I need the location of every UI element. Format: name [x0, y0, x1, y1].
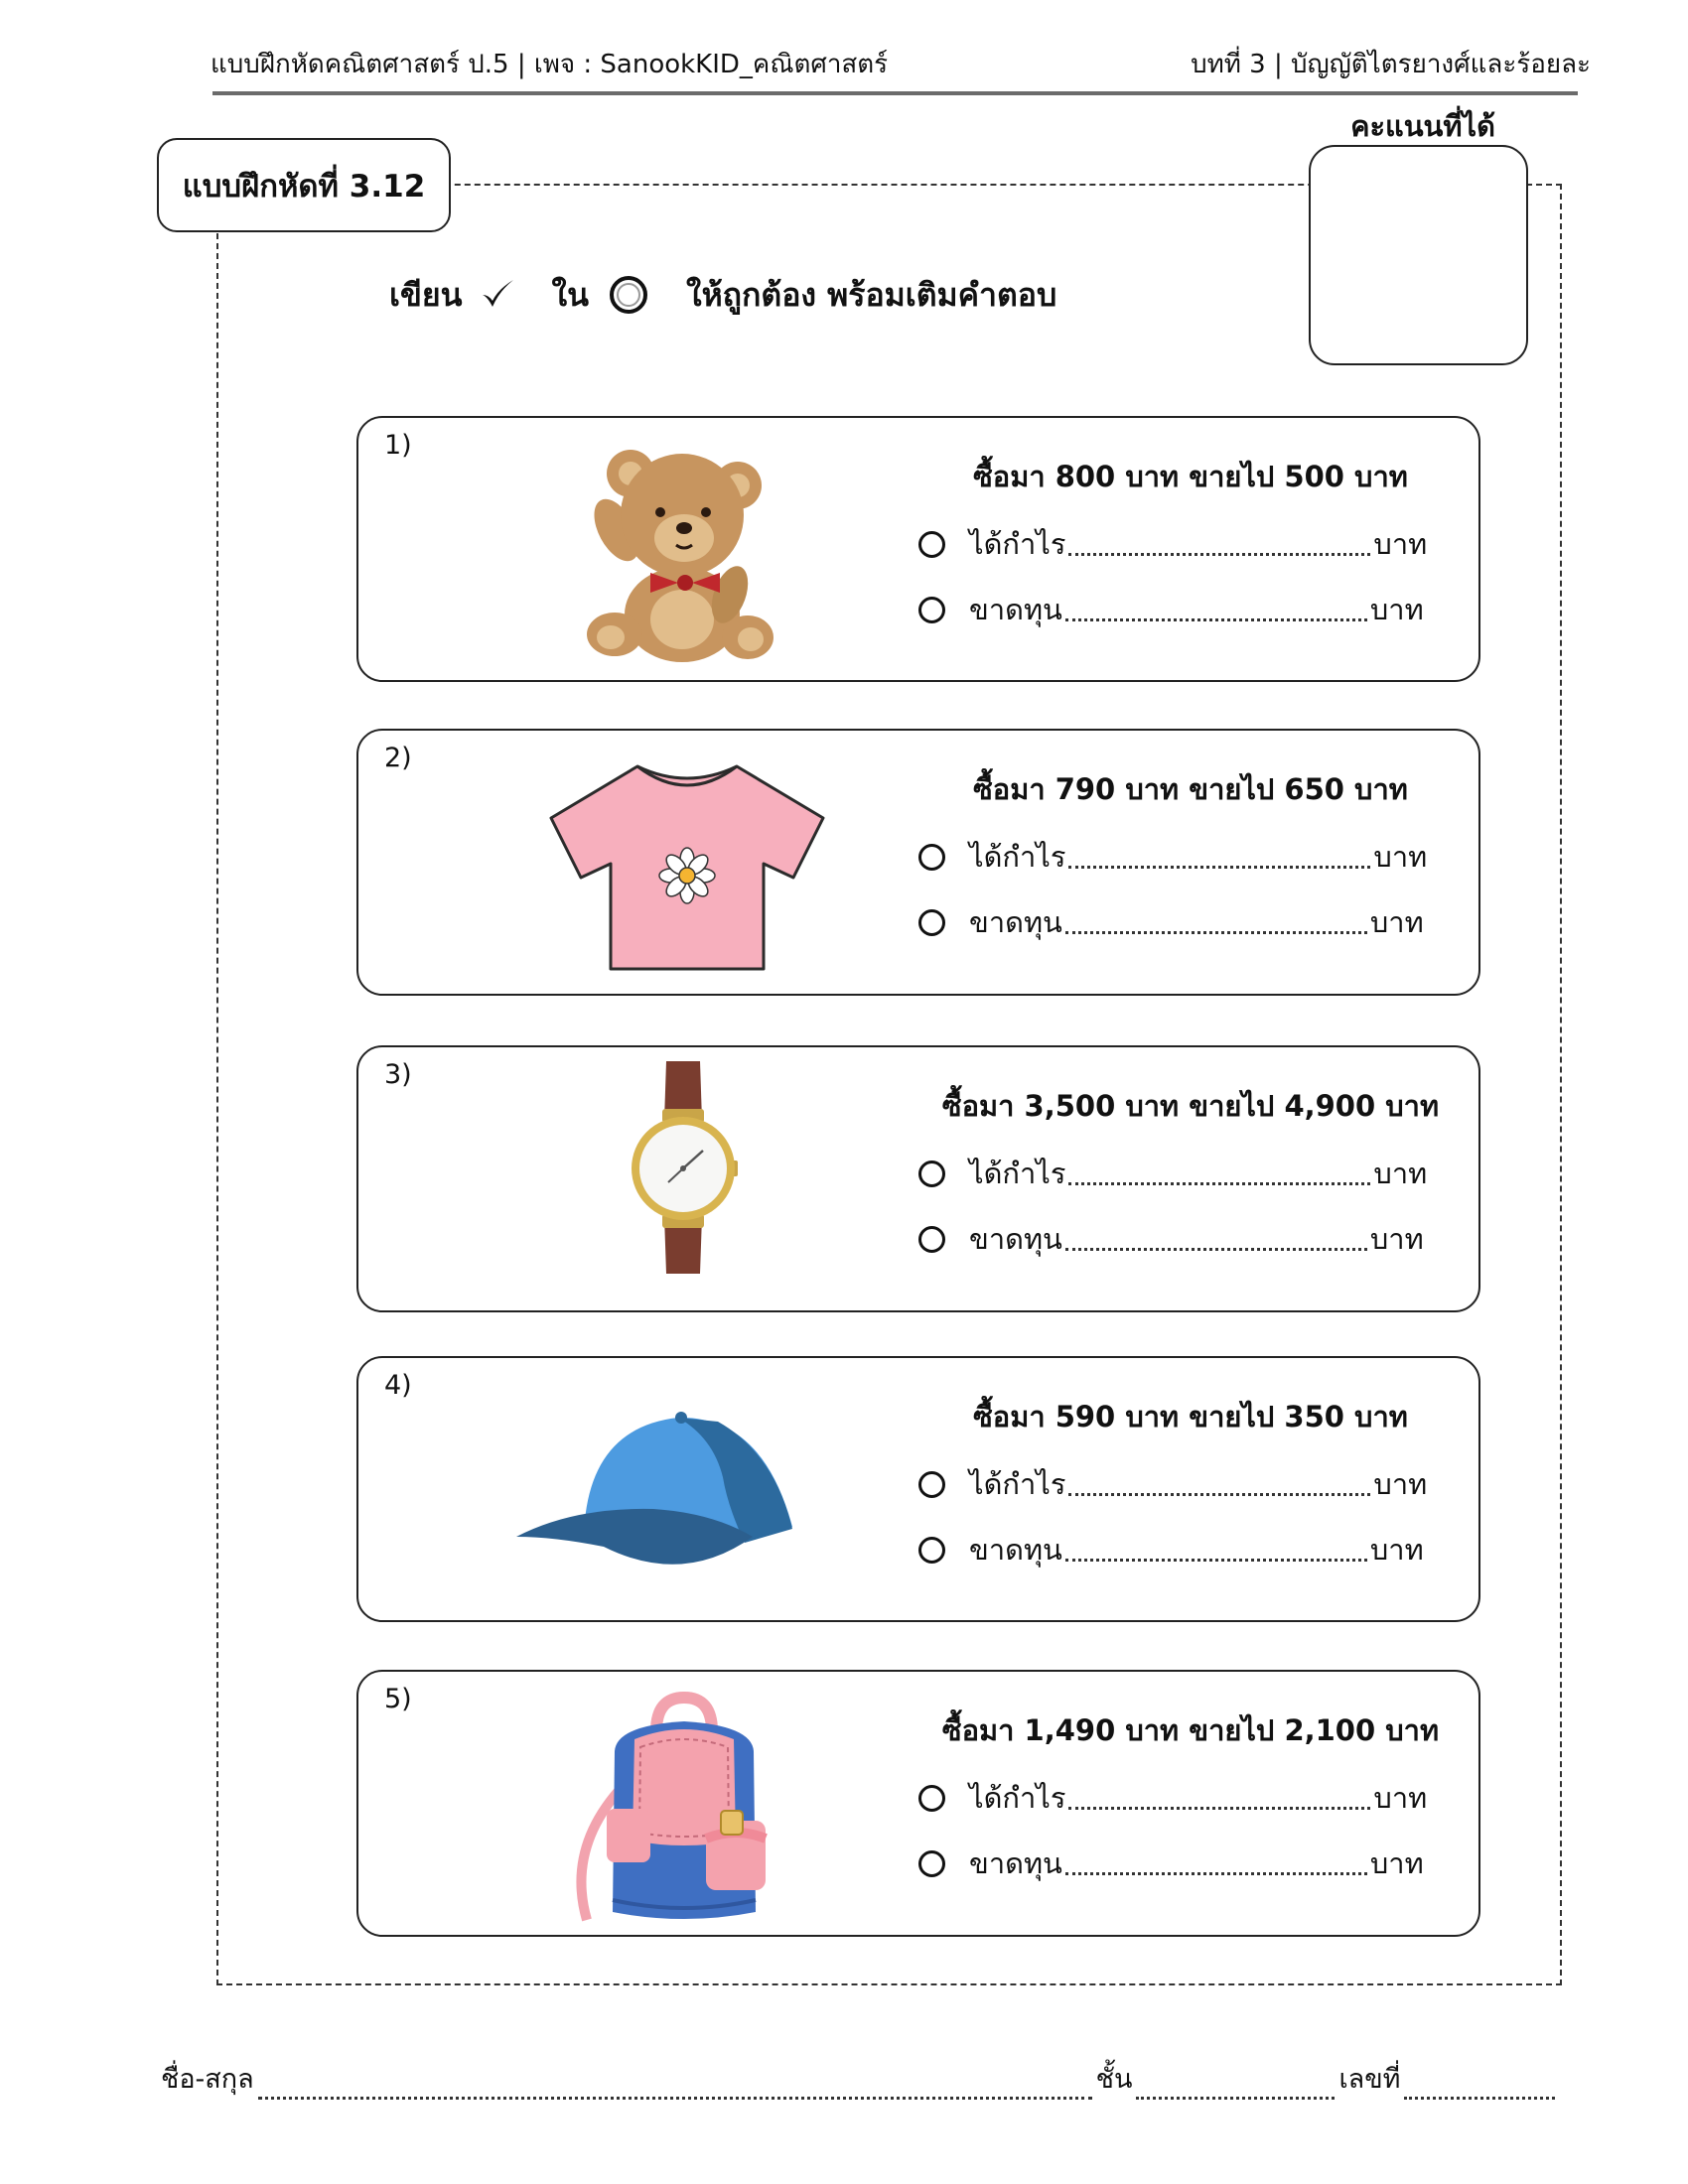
loss-radio[interactable] — [918, 909, 945, 936]
unit-label: บาท — [1373, 1467, 1428, 1501]
loss-answer-blank[interactable] — [1065, 1852, 1367, 1875]
exercise-title-box — [157, 138, 451, 232]
unit-label: บาท — [1369, 1846, 1424, 1880]
exercise-title: แบบฝึกหัดที่ 3.12 — [182, 168, 426, 205]
unit-label: บาท — [1369, 1533, 1424, 1567]
circle-icon — [607, 273, 650, 317]
name-label: ชื่อ-สกุล — [161, 2064, 254, 2095]
profit-radio[interactable] — [918, 1785, 945, 1812]
checkmark-icon — [480, 277, 515, 313]
loss-option — [918, 899, 1424, 945]
profit-answer-blank[interactable] — [1068, 1787, 1370, 1810]
loss-answer-blank[interactable] — [1065, 1228, 1367, 1251]
question-text: ซื้อมา 790 บาท ขายไป 650 บาท — [973, 772, 1408, 806]
unit-label: บาท — [1369, 905, 1424, 939]
loss-label: ขาดทุน — [969, 905, 1062, 939]
loss-label: ขาดทุน — [969, 1222, 1062, 1256]
profit-option — [918, 1151, 1427, 1196]
loss-label: ขาดทุน — [969, 1533, 1062, 1567]
loss-answer-blank[interactable] — [1065, 911, 1367, 934]
question-card — [356, 1670, 1480, 1937]
loss-label: ขาดทุน — [969, 1846, 1062, 1880]
instruction-part2: ใน — [551, 275, 589, 314]
loss-option — [918, 1841, 1424, 1886]
loss-option — [918, 1527, 1424, 1572]
profit-label: ได้กำไร — [969, 527, 1066, 561]
profit-radio[interactable] — [918, 1160, 945, 1187]
profit-option — [918, 1461, 1427, 1507]
profit-answer-blank[interactable] — [1068, 533, 1370, 556]
loss-option — [918, 587, 1424, 632]
unit-label: บาท — [1373, 840, 1428, 874]
question-card — [356, 1045, 1480, 1312]
header-rule — [212, 91, 1578, 95]
question-number: 4) — [384, 1370, 412, 1401]
instruction — [389, 266, 1056, 324]
unit-label: บาท — [1373, 1157, 1428, 1190]
question-text: ซื้อมา 590 บาท ขายไป 350 บาท — [973, 1400, 1408, 1433]
number-label: เลขที่ — [1338, 2064, 1401, 2095]
profit-option — [918, 1775, 1427, 1821]
instruction-part3: ให้ถูกต้อง พร้อมเติมคำตอบ — [685, 275, 1057, 314]
student-info-row — [161, 2057, 1591, 2100]
question-number: 1) — [384, 430, 412, 461]
question-number: 3) — [384, 1059, 412, 1090]
instruction-part1: เขียน — [389, 275, 463, 314]
loss-option — [918, 1216, 1424, 1262]
teddy-bear-icon — [581, 436, 779, 664]
profit-label: ได้กำไร — [969, 840, 1066, 874]
loss-label: ขาดทุน — [969, 593, 1062, 626]
header-right-text: บทที่ 3 | บัญญัติไตรยางศ์และร้อยละ — [1191, 50, 1591, 79]
unit-label: บาท — [1369, 1222, 1424, 1256]
loss-answer-blank[interactable] — [1065, 599, 1367, 621]
loss-radio[interactable] — [918, 597, 945, 623]
question-card — [356, 416, 1480, 682]
profit-radio[interactable] — [918, 844, 945, 871]
score-label: คะแนนที่ได้ — [1350, 109, 1495, 143]
unit-label: บาท — [1369, 593, 1424, 626]
class-field[interactable] — [1136, 2079, 1335, 2100]
profit-radio[interactable] — [918, 531, 945, 558]
profit-option — [918, 834, 1427, 880]
question-number: 5) — [384, 1684, 412, 1714]
profit-answer-blank[interactable] — [1068, 1473, 1370, 1496]
question-card — [356, 729, 1480, 996]
profit-label: ได้กำไร — [969, 1781, 1066, 1815]
loss-radio[interactable] — [918, 1226, 945, 1253]
unit-label: บาท — [1373, 1781, 1428, 1815]
header-left-text: แบบฝึกหัดคณิตศาสตร์ ป.5 | เพจ : SanookKID_คณิตศาสตร์ — [211, 50, 889, 79]
profit-radio[interactable] — [918, 1471, 945, 1498]
backpack-icon — [557, 1692, 785, 1930]
tshirt-icon — [543, 760, 831, 979]
question-number: 2) — [384, 743, 412, 773]
profit-label: ได้กำไร — [969, 1157, 1066, 1190]
loss-answer-blank[interactable] — [1065, 1539, 1367, 1562]
question-text: ซื้อมา 3,500 บาท ขายไป 4,900 บาท — [941, 1089, 1440, 1123]
loss-radio[interactable] — [918, 1850, 945, 1877]
unit-label: บาท — [1373, 527, 1428, 561]
question-text: ซื้อมา 800 บาท ขายไป 500 บาท — [973, 460, 1408, 493]
loss-radio[interactable] — [918, 1537, 945, 1564]
profit-option — [918, 521, 1427, 567]
class-label: ชั้น — [1095, 2064, 1133, 2095]
name-field[interactable] — [258, 2079, 1092, 2100]
cap-icon — [514, 1398, 812, 1586]
profit-answer-blank[interactable] — [1068, 1162, 1370, 1185]
profit-answer-blank[interactable] — [1068, 846, 1370, 869]
wristwatch-icon — [619, 1059, 748, 1278]
question-card — [356, 1356, 1480, 1622]
profit-label: ได้กำไร — [969, 1467, 1066, 1501]
question-text: ซื้อมา 1,490 บาท ขายไป 2,100 บาท — [941, 1713, 1440, 1747]
score-box[interactable] — [1309, 145, 1528, 365]
number-field[interactable] — [1404, 2079, 1555, 2100]
